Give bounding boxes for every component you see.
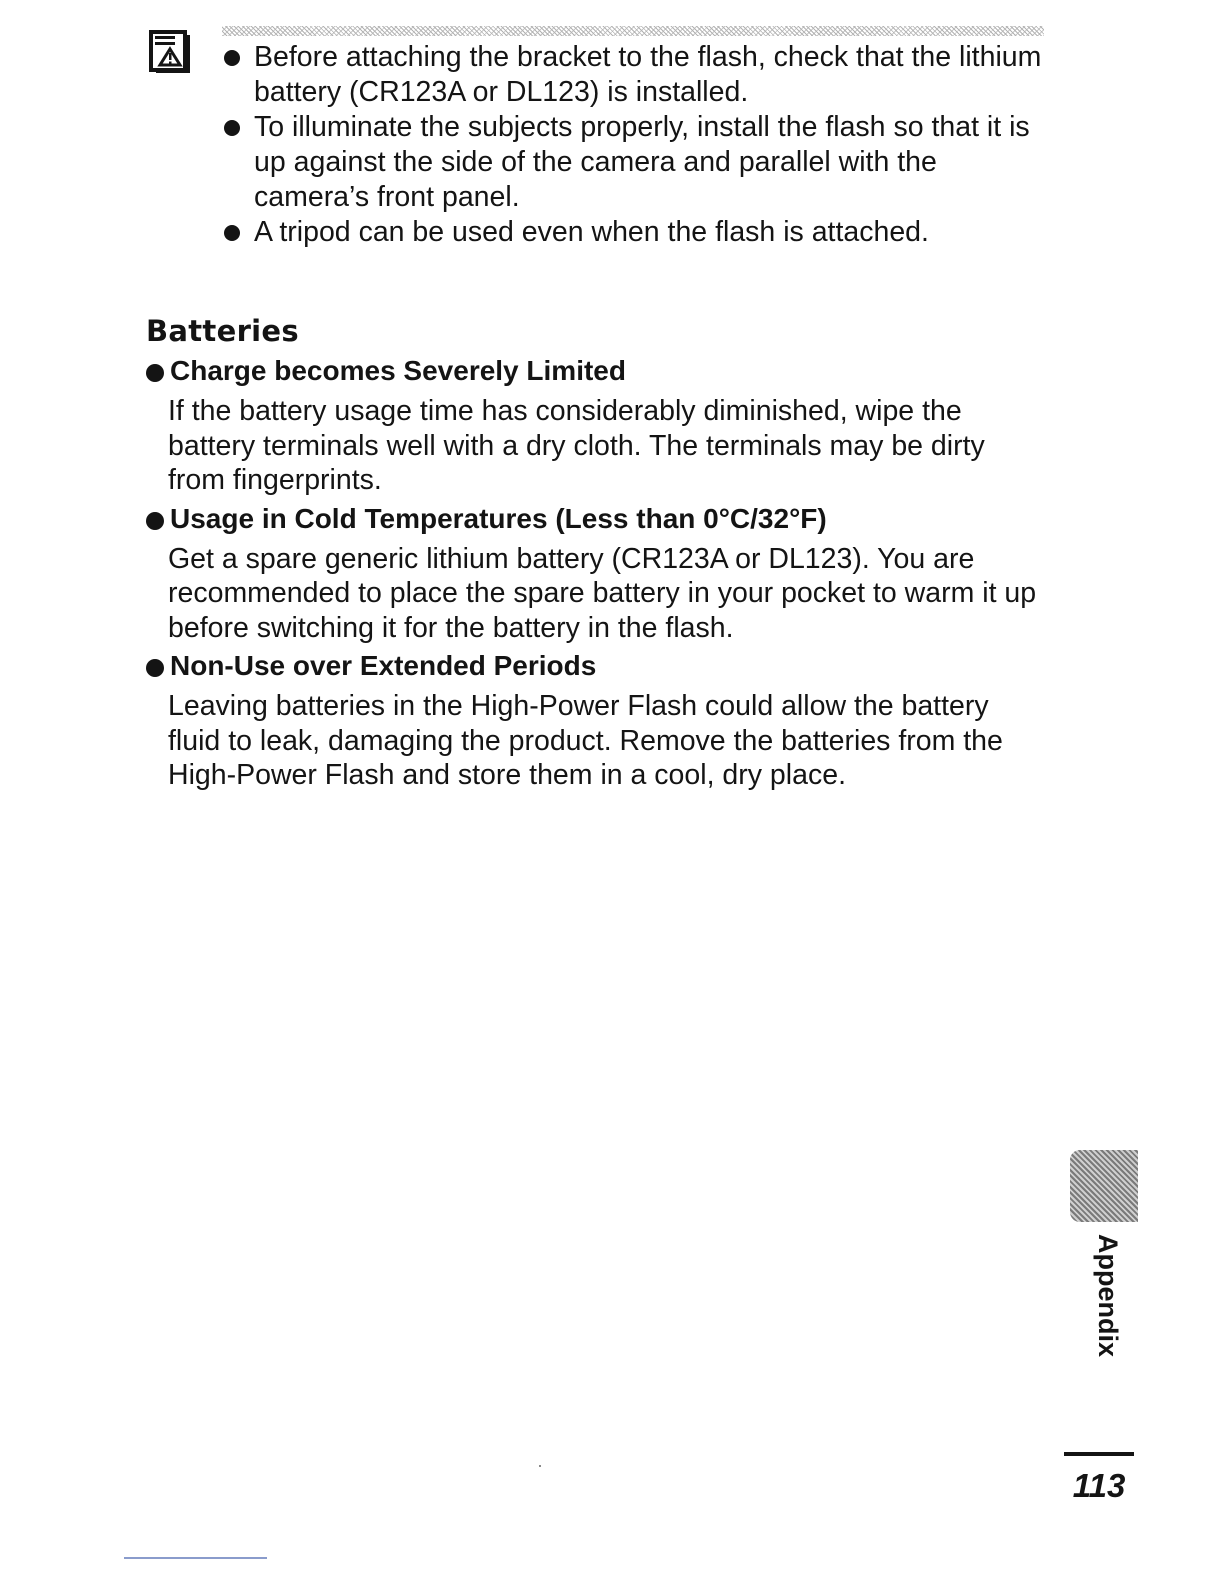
bullet-icon [146,364,164,382]
topic-cold-temperatures [146,500,1046,648]
bullet-icon [146,659,164,677]
topic-body: Leaving batteries in the High-Power Flash could allow the battery fluid to leak, damaging the product. Remove the batteries from the High-Power Flash and store them in a cool, dry place. [168,690,1003,791]
note-header-bar [222,26,1044,36]
bullet-icon [224,225,240,241]
section-heading: Batteries [146,314,299,348]
topic-title [146,647,1046,685]
topic-body: Get a spare generic lithium battery (CR123A or DL123). You are recommended to place the spare battery in your pocket to warm it up before switching it for the battery in the flash. [168,542,1037,644]
note-item [222,40,1052,110]
note-item [222,110,1052,215]
topic-title [146,500,1046,538]
scan-speck [539,1465,541,1467]
side-tab-label-text: Appendix [1093,1234,1123,1358]
note-text: To illuminate the subjects properly, install the flash so that it is up against the side of the camera and parallel with the camera’s front panel. [254,111,1030,213]
topic-title-text: Charge becomes Severely Limited [170,355,626,386]
topic-title [146,352,1046,390]
topic-title-text: Usage in Cold Temperatures (Less than 0°C/32°F) [170,502,827,534]
bullet-icon [224,50,240,66]
topic-charge [146,352,1046,500]
topic-list [146,352,1046,795]
side-tab-marker [1070,1150,1138,1222]
bullet-icon [146,512,164,530]
bottom-rule [124,1557,267,1559]
footer-rule [1064,1452,1134,1456]
topic-title-text: Non-Use over Extended Periods [170,650,597,681]
page-number: 113 [1072,1467,1126,1504]
topic-body: If the battery usage time has considerably diminished, wipe the battery terminals well with a dry cloth. The terminals may be dirty from fingerprints. [168,395,985,496]
note-text: A tripod can be used even when the flash is attached. [254,216,929,248]
bullet-icon [224,120,240,136]
topic-non-use [146,647,1046,795]
note-icon [148,29,198,75]
note-item [222,215,1052,250]
note-list [222,40,1052,250]
note-text: Before attaching the bracket to the flash, check that the lithium battery (CR123A or DL123) is installed. [254,41,1042,108]
